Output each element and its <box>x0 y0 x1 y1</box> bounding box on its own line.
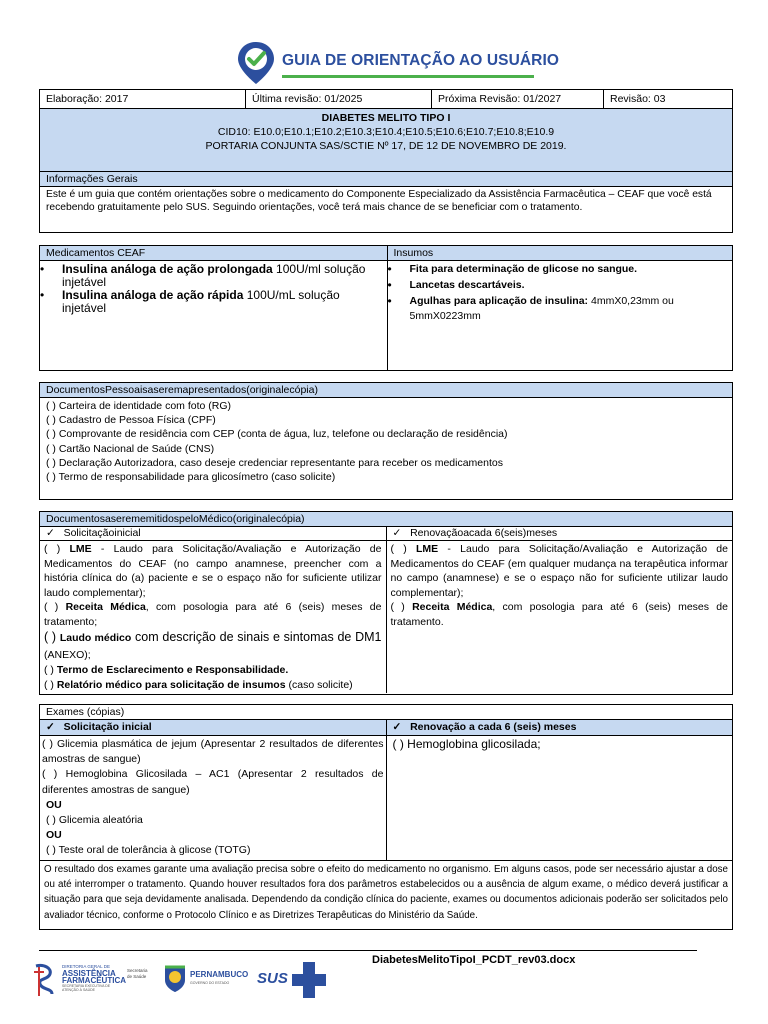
documentos-pessoais-section <box>39 382 733 500</box>
exames-section <box>39 704 733 930</box>
cid-codes: CID10: E10.0;E10.1;E10.2;E10.3;E10.4;E10.5;E10.6;E10.7;E10.8;E10.9 <box>217 126 555 138</box>
pernambuco-logo: PERNAMBUCO GOVERNO DO ESTADO <box>190 970 249 985</box>
logo-underline <box>282 75 534 78</box>
exames-inicial-list <box>40 736 386 860</box>
check-icon: ✓ <box>46 721 55 733</box>
exames-header: Exames (cópias) <box>40 705 732 720</box>
list-item: ( ) Glicemia aleatória <box>46 814 143 827</box>
documentos-pessoais-list <box>40 398 732 485</box>
list-item: • Insulina análoga de ação rápida 100U/mL solução injetável <box>40 289 387 315</box>
portaria: PORTARIA CONJUNTA SAS/SCTIE Nº 17, DE 12 DE NOVEMBRO DE 2019. <box>205 140 567 152</box>
solicitacao-inicial-title: ✓ Solicitaçãoinicial <box>40 527 386 541</box>
exames-inicial-title: ✓ Solicitação inicial <box>40 720 386 736</box>
renovacao-column <box>386 527 732 693</box>
meta-table <box>39 89 733 179</box>
list-item: ( ) Comprovante de residência com CEP (conta de água, luz, telefone ou declaração de residência) <box>46 428 508 441</box>
sus-logo-text: SUS <box>257 970 288 987</box>
list-item: ( ) Teste oral de tolerância à glicose (TOTG) <box>46 844 251 857</box>
medicamentos-list <box>40 261 387 315</box>
medicamentos-section <box>39 245 733 371</box>
renovacao-text: ( ) LME - Laudo para Solicitação/Avaliação e Autorização de Medicamentos do CEAF (em qualquer mudança na terapêutica informar no campo (anamnese) e se o espaço não for suficiente utilizar laudo complementar); ( ) Receita Médica, com posologia para até 6 (seis) meses de tratamento. <box>390 543 728 628</box>
info-text: Este é um guia que contém orientações sobre o medicamento do Componente Especializado da Assistência Farmacêutica – CEAF que você está recebendo gratuitamente pelo SUS. Seguindo orientações, você terá mais chance de se beneficiar com o tratamento. <box>46 189 712 213</box>
list-item: • Insulina análoga de ação prolongada 100U/ml solução injetável <box>40 263 387 289</box>
list-item: ( ) Cadastro de Pessoa Física (CPF) <box>46 414 216 427</box>
pernambuco-emblem-icon <box>162 964 188 994</box>
list-item: ( ) Termo de responsabilidade para glicosímetro (caso solicite) <box>46 471 336 484</box>
exames-footer-text: O resultado dos exames garante uma avaliação precisa sobre o efeito do medicamento no organismo. Em alguns casos, pode ser necessário ajustar a dose ou até interromper o tratamento. Quando houver resultados fora dos parâmetros estabelecidos ou a ausência de algum exame, o médico deverá justificar a situação para que seja devidamente analisada. Dependendo da condição clínica do paciente, exames ou documentos adicionais poderão ser solicitados pelo avaliador técnico, conforme o Protocolo Clínico e as Diretrizes Terapêuticas do Ministério da Saúde. <box>40 860 732 924</box>
check-icon: ✓ <box>46 527 55 539</box>
exames-renovacao-column <box>386 720 732 860</box>
logo-title: GUIA DE ORIENTAÇÃO AO USUÁRIO <box>282 52 560 69</box>
medicamentos-column <box>40 246 387 370</box>
renovacao-title: ✓ Renovaçãoacada 6(seis)meses <box>387 527 733 541</box>
list-item: • Agulhas para aplicação de insulina: 4mmX0,23mm ou 5mmX0223mm <box>388 294 733 324</box>
exames-renovacao-title: ✓ Renovação a cada 6 (seis) meses <box>387 720 733 736</box>
documentos-medico-section <box>39 511 733 695</box>
check-icon: ✓ <box>392 527 402 539</box>
elaboracao-cell: Elaboração: 2017 <box>40 90 246 109</box>
list-item: ( ) Declaração Autorizadora, caso deseje credenciar representante para receber os medicamentos <box>46 456 503 469</box>
list-item: • Lancetas descartáveis. <box>388 278 733 293</box>
list-item: ( ) Carteira de identidade com foto (RG) <box>46 400 231 412</box>
exames-inicial-column <box>40 720 386 860</box>
insumos-column <box>387 246 732 370</box>
list-item: • Fita para determinação de glicose no sangue. <box>388 262 733 277</box>
list-item: ( ) Hemoglobina glicosilada; <box>392 737 541 751</box>
ultima-revisao-cell: Última revisão: 01/2025 <box>246 90 432 109</box>
assistencia-logo-text: DIRETORIA GERAL DE ASSISTÊNCIA FARMACÊUTICA SECRETARIA EXECUTIVA DE ATENÇÃO À SAÚDE <box>62 964 126 992</box>
footer-logos <box>30 960 340 1000</box>
list-item: ( ) Glicemia plasmática de jejum (Apresentar 2 resultados de diferentes amostras de sangue) <box>42 738 384 766</box>
documentos-medico-header: DocumentosaserememitidospeloMédico(originalecópia) <box>40 512 732 527</box>
disease-title: DIABETES MELITO TIPO I <box>321 112 451 124</box>
footer-filename: DiabetesMelitoTipoI_PCDT_rev03.docx <box>372 954 576 966</box>
assistencia-farmaceutica-icon <box>30 962 58 998</box>
insumos-list <box>388 261 733 324</box>
list-item: ( ) Hemoglobina Glicosilada – AC1 (Apresentar 2 resultados de diferentes amostras de sangue) <box>42 768 384 796</box>
location-check-icon <box>236 40 276 86</box>
sus-cross-icon <box>292 962 326 998</box>
revisao-cell: Revisão: 03 <box>604 90 733 109</box>
info-header: Informações Gerais <box>40 172 732 187</box>
footer-divider <box>39 950 697 951</box>
title-cell <box>40 109 733 179</box>
guide-logo <box>236 40 560 86</box>
ou-label: OU <box>46 798 62 811</box>
medicamentos-header: Medicamentos CEAF <box>40 246 387 261</box>
check-icon: ✓ <box>392 721 402 733</box>
solicitacao-inicial-text: ( ) LME - Laudo para Solicitação/Avaliação e Autorização de Medicamentos do CEAF (no campo anamnese, preencher com a história clínica do (a) paciente e se o espaço não for suficiente utilizar laudo complementar); ( ) Receita Médica, com posologia para até 6 (seis) meses de tratamento; ( ) Laudo médico com descrição de sinais e sintomas de DM1 (ANEXO); ( ) Termo de Esclarecimento e Responsabilidade. ( ) Relatório médico para solicitação de insumos (caso solicite) <box>44 543 382 691</box>
ou-label: OU <box>46 829 62 842</box>
documentos-pessoais-header: DocumentosPessoaisaseremapresentados(originalecópia) <box>40 383 732 398</box>
insumos-header: Insumos <box>388 246 733 261</box>
info-section <box>39 171 733 233</box>
secretaria-logo-text: Secretaria de Saúde <box>127 968 148 979</box>
list-item: ( ) Cartão Nacional de Saúde (CNS) <box>46 442 215 455</box>
solicitacao-inicial-column <box>40 527 386 693</box>
proxima-revisao-cell: Próxima Revisão: 01/2027 <box>432 90 604 109</box>
